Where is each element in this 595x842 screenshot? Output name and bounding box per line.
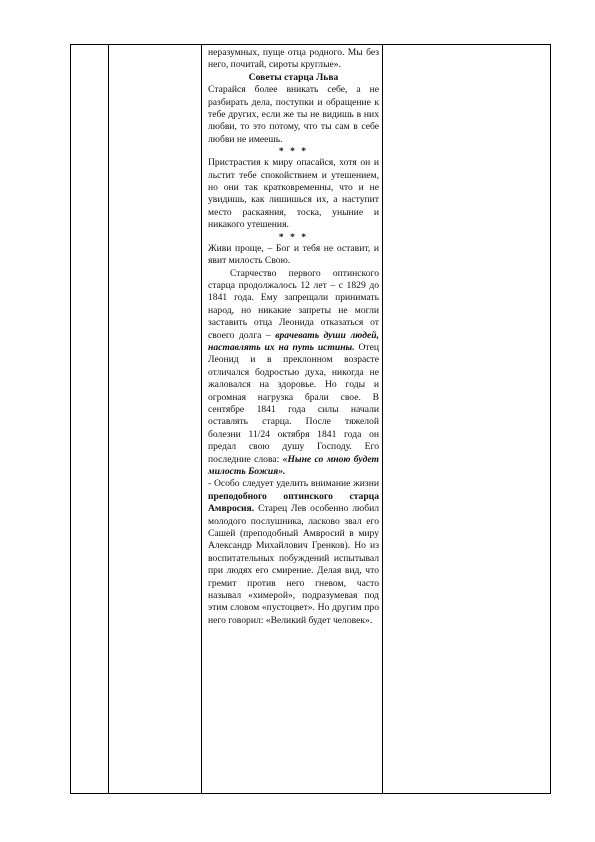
ambrose-emphasis: преподобного оптинского старца Амвросия. (208, 490, 379, 515)
advice-paragraph-3: Живи проще, – Бог и тебя не оставит, и явит милость Свою. (208, 242, 379, 267)
section-title: Советы старца Льва (248, 71, 339, 83)
lesson-table (70, 44, 551, 794)
content-text (202, 45, 382, 627)
intro-paragraph: неразумных, пуще отца родного. Мы без него, почитай, сироты круглые». (208, 47, 379, 71)
ambrose-text-a: - Особо следует уделить внимание жизни (208, 478, 379, 490)
table-cell-notes (383, 45, 551, 794)
ambrose-text-c: Старец Лев особенно любил молодого послушника, ласково звал его Сашей (преподобный Амвросий в миру Александр Михайлович Гренков). Но из воспитательных побуждений испытывал при людях его смирение. Делая вид, что гремит против него гневом, часто называл «химерой», подразумевая под этим словом «пустоцвет». Но другим про него говорил: «Великий будет человек». (208, 503, 379, 626)
table-cell-number (71, 45, 109, 794)
last-words-quote: «Ныне со мною будет милость Божия». (208, 453, 379, 477)
biography-paragraph (208, 268, 379, 479)
table-row (71, 45, 551, 794)
advice-paragraph-2: Пристрастия к миру опасайся, хотя он и льстит тебе спокойствием и утешением, но они так кратковременны, что и не увидишь, как лишишься их, а наступит место раскаяния, тоска, уныние и никакого утешения. (208, 157, 379, 231)
ambrose-paragraph (208, 478, 379, 627)
table-cell-content (202, 45, 383, 794)
separator-2: * * * (278, 231, 309, 243)
table-cell-stage (109, 45, 202, 794)
biography-text-a: Старчество первого оптинского старца продолжалось 12 лет – с 1829 до 1841 года. Ему запрещали принимать народ, но никакие запреты не могли заставить отца Леонида отказаться от своего долга – (208, 267, 379, 341)
biography-emphasis: врачевать души людей, наставлять их на путь истины. (208, 329, 379, 353)
biography-text-c: Отец Леонид и в преклонном возрасте отличался бодростью духа, никогда не жаловался на здоровье. Но годы и огромная нагрузка брали свое. В сентябре 1841 года силы начали оставлять старца. После тяжелой болезни 11/24 октября 1841 года он предал свою душу Господу. Его последние слова: (208, 341, 379, 465)
separator-1: * * * (278, 146, 309, 158)
advice-paragraph-1: Старайся более вникать себе, а не разбирать дела, поступки и обращение к тебе других, если же ты не видишь в них любви, то это потому, что ты сам в себе любви не имеешь. (208, 84, 379, 145)
